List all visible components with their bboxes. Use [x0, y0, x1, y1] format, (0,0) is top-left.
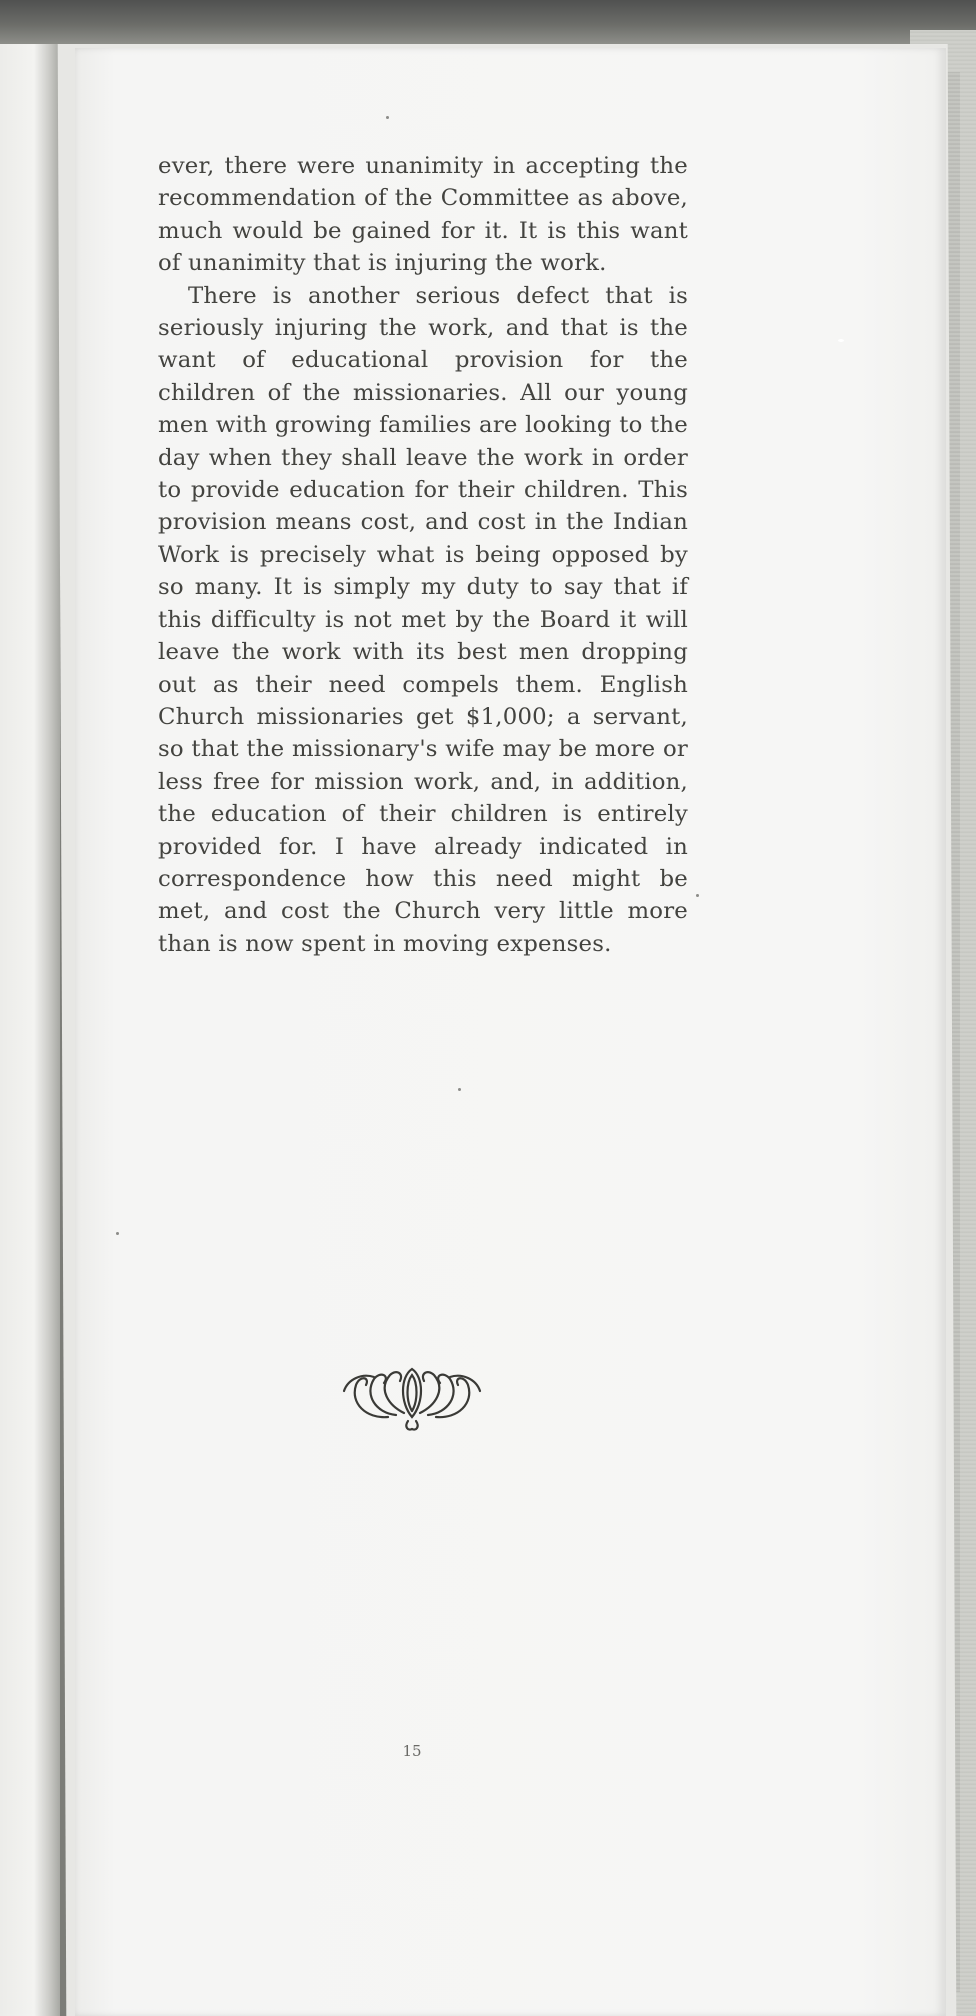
scan-speck	[696, 894, 699, 897]
scan-background	[0, 0, 976, 44]
paragraph-1: ever, there were unanimity in accepting the recommendation of the Committee as above, much would be gained for it. It is this want of unanimity that is injuring the work.	[158, 153, 688, 277]
page-number: 15	[402, 1742, 422, 1760]
scan-speck	[116, 1232, 119, 1235]
scan-speck	[838, 339, 844, 342]
scan-speck	[386, 116, 389, 119]
paragraph-2: There is another serious defect that is seriously injuring the work, and that is the want of educational provision for the children of the missionaries. All our young men with growing families are looking to the day when they shall leave the work in order to provide education for their children. This provision means cost, and cost in the Indian Work is precisely what is being opposed by so many. It is simply my duty to say that if this difficulty is not met by the Board it will leave the work with its best men dropping out as their need compels them. English Church missionaries get $1,000; a servant, so that the missionary's wife may be more or less free for mission work, and, in addition, the education of their children is entirely provided for. I have already indicated in correspondence how this need might be met, and cost the Church very little more than is now spent in moving expenses.	[158, 282, 688, 957]
floral-ornament-icon	[338, 1355, 486, 1435]
facing-page-edge	[0, 44, 60, 2016]
scan-speck	[458, 1088, 461, 1091]
body-text	[158, 150, 688, 960]
